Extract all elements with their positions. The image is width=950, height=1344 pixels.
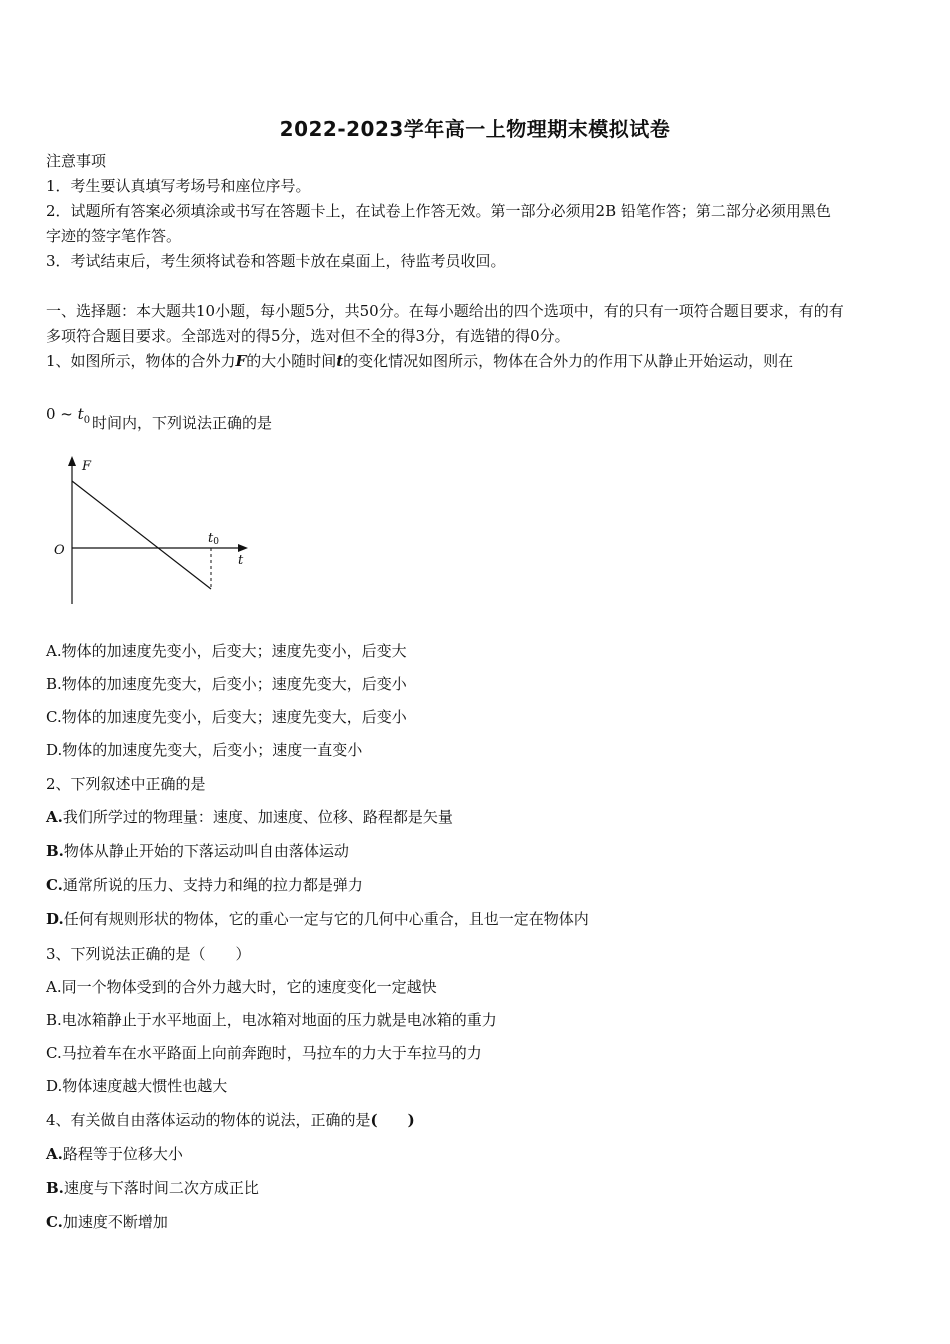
q1-var-f: F bbox=[235, 352, 247, 370]
q2-option-d bbox=[46, 909, 589, 929]
q4-option-b bbox=[46, 1178, 259, 1198]
notice-item-2-cont: 字迹的签字笔作答。 bbox=[46, 227, 182, 245]
q3-stem: 3、下列说法正确的是（ ） bbox=[46, 945, 251, 963]
q2-option-a bbox=[46, 807, 453, 827]
q4-option-c-letter: C. bbox=[46, 1213, 63, 1231]
force-line bbox=[72, 481, 211, 589]
q4-option-b-letter: B. bbox=[46, 1179, 64, 1197]
q1-option-b: B.物体的加速度先变大，后变小；速度先变大，后变小 bbox=[46, 675, 407, 693]
q1-option-d: D.物体的加速度先变大，后变小；速度一直变小 bbox=[46, 741, 363, 759]
label-t0-main: t bbox=[208, 531, 214, 546]
q3-option-c: C.马拉着车在水平路面上向前奔跑时，马拉车的力大于车拉马的力 bbox=[46, 1044, 482, 1062]
q2-option-c bbox=[46, 875, 363, 895]
q3-option-b: B.电冰箱静止于水平地面上，电冰箱对地面的压力就是电冰箱的重力 bbox=[46, 1011, 497, 1029]
q2-option-a-letter: A. bbox=[46, 808, 63, 826]
q2-option-d-letter: D. bbox=[46, 910, 64, 928]
q1-stem-part-d: 时间内，下列说法正确的是 bbox=[92, 414, 273, 432]
q1-stem-part-b: 的大小随时间 bbox=[246, 352, 337, 370]
label-f: F bbox=[82, 459, 92, 474]
q1-range-t: t bbox=[77, 405, 84, 423]
notice-item-1: 1．考生要认真填写考场号和座位序号。 bbox=[46, 177, 311, 195]
q2-option-b bbox=[46, 841, 349, 861]
q4-option-b-text: 速度与下落时间二次方成正比 bbox=[63, 1179, 259, 1197]
q2-option-d-text: 任何有规则形状的物体，它的重心一定与它的几何中心重合，且也一定在物体内 bbox=[63, 910, 589, 928]
q1-range-sub: 0 bbox=[83, 415, 91, 426]
q2-option-b-letter: B. bbox=[46, 842, 64, 860]
notice-item-3: 3．考试结束后，考生须将试卷和答题卡放在桌面上，待监考员收回。 bbox=[46, 252, 506, 270]
q4-option-c-text: 加速度不断增加 bbox=[62, 1213, 168, 1231]
q4-stem-text: 4、有关做自由落体运动的物体的说法，正确的是 bbox=[46, 1111, 371, 1129]
q3-option-d: D.物体速度越大惯性也越大 bbox=[46, 1077, 228, 1095]
q4-option-a-text: 路程等于位移大小 bbox=[62, 1145, 183, 1163]
label-t0 bbox=[208, 531, 219, 547]
label-t: t bbox=[238, 553, 244, 568]
notice-heading: 注意事项 bbox=[46, 152, 107, 170]
q1-time-range bbox=[46, 404, 90, 431]
q1-stem-part-a: 1、如图所示，物体的合外力 bbox=[46, 352, 236, 370]
y-axis-arrow-icon bbox=[68, 456, 76, 466]
label-o: O bbox=[54, 543, 65, 558]
q1-var-t: t bbox=[336, 352, 344, 370]
q1-option-a: A.物体的加速度先变小，后变大；速度先变小，后变大 bbox=[46, 642, 407, 660]
q4-option-a-letter: A. bbox=[46, 1145, 63, 1163]
q2-stem: 2、下列叙述中正确的是 bbox=[46, 775, 206, 793]
section-instructions-line1: 一、选择题：本大题共10小题，每小题5分，共50分。在每小题给出的四个选项中，有的只有一项符合题目要求，有的有 bbox=[46, 302, 844, 320]
q2-option-c-text: 通常所说的压力、支持力和绳的拉力都是弹力 bbox=[62, 876, 363, 894]
q1-stem-part-c: 的变化情况如图所示，物体在合外力的作用下从静止开始运动，则在 bbox=[343, 352, 794, 370]
q4-stem bbox=[46, 1110, 415, 1130]
q4-option-a bbox=[46, 1144, 183, 1164]
notice-item-2: 2．试题所有答案必须填涂或书写在答题卡上，在试卷上作答无效。第一部分必须用2B 铅笔作答；第二部分必须用黑色 bbox=[46, 202, 831, 220]
q2-option-a-text: 我们所学过的物理量：速度、加速度、位移、路程都是矢量 bbox=[62, 808, 453, 826]
page-title: 2022-2023学年高一上物理期末模拟试卷 bbox=[279, 117, 671, 141]
force-time-svg bbox=[46, 452, 266, 614]
q1-range-start: 0 ~ bbox=[46, 405, 78, 423]
x-axis-arrow-icon bbox=[238, 544, 248, 552]
q4-stem-paren: ( ) bbox=[370, 1111, 415, 1129]
section-instructions-line2: 多项符合题目要求。全部选对的得5分，选对但不全的得3分，有选错的得0分。 bbox=[46, 327, 570, 345]
q2-option-b-text: 物体从静止开始的下落运动叫自由落体运动 bbox=[63, 842, 349, 860]
label-t0-sub: 0 bbox=[213, 537, 219, 547]
q1-option-c: C.物体的加速度先变小，后变大；速度先变大，后变小 bbox=[46, 708, 407, 726]
q4-option-c bbox=[46, 1212, 168, 1232]
q1-stem bbox=[46, 351, 793, 371]
q3-option-a: A.同一个物体受到的合外力越大时，它的速度变化一定越快 bbox=[46, 978, 437, 996]
q2-option-c-letter: C. bbox=[46, 876, 63, 894]
q1-force-time-graph bbox=[46, 452, 266, 614]
